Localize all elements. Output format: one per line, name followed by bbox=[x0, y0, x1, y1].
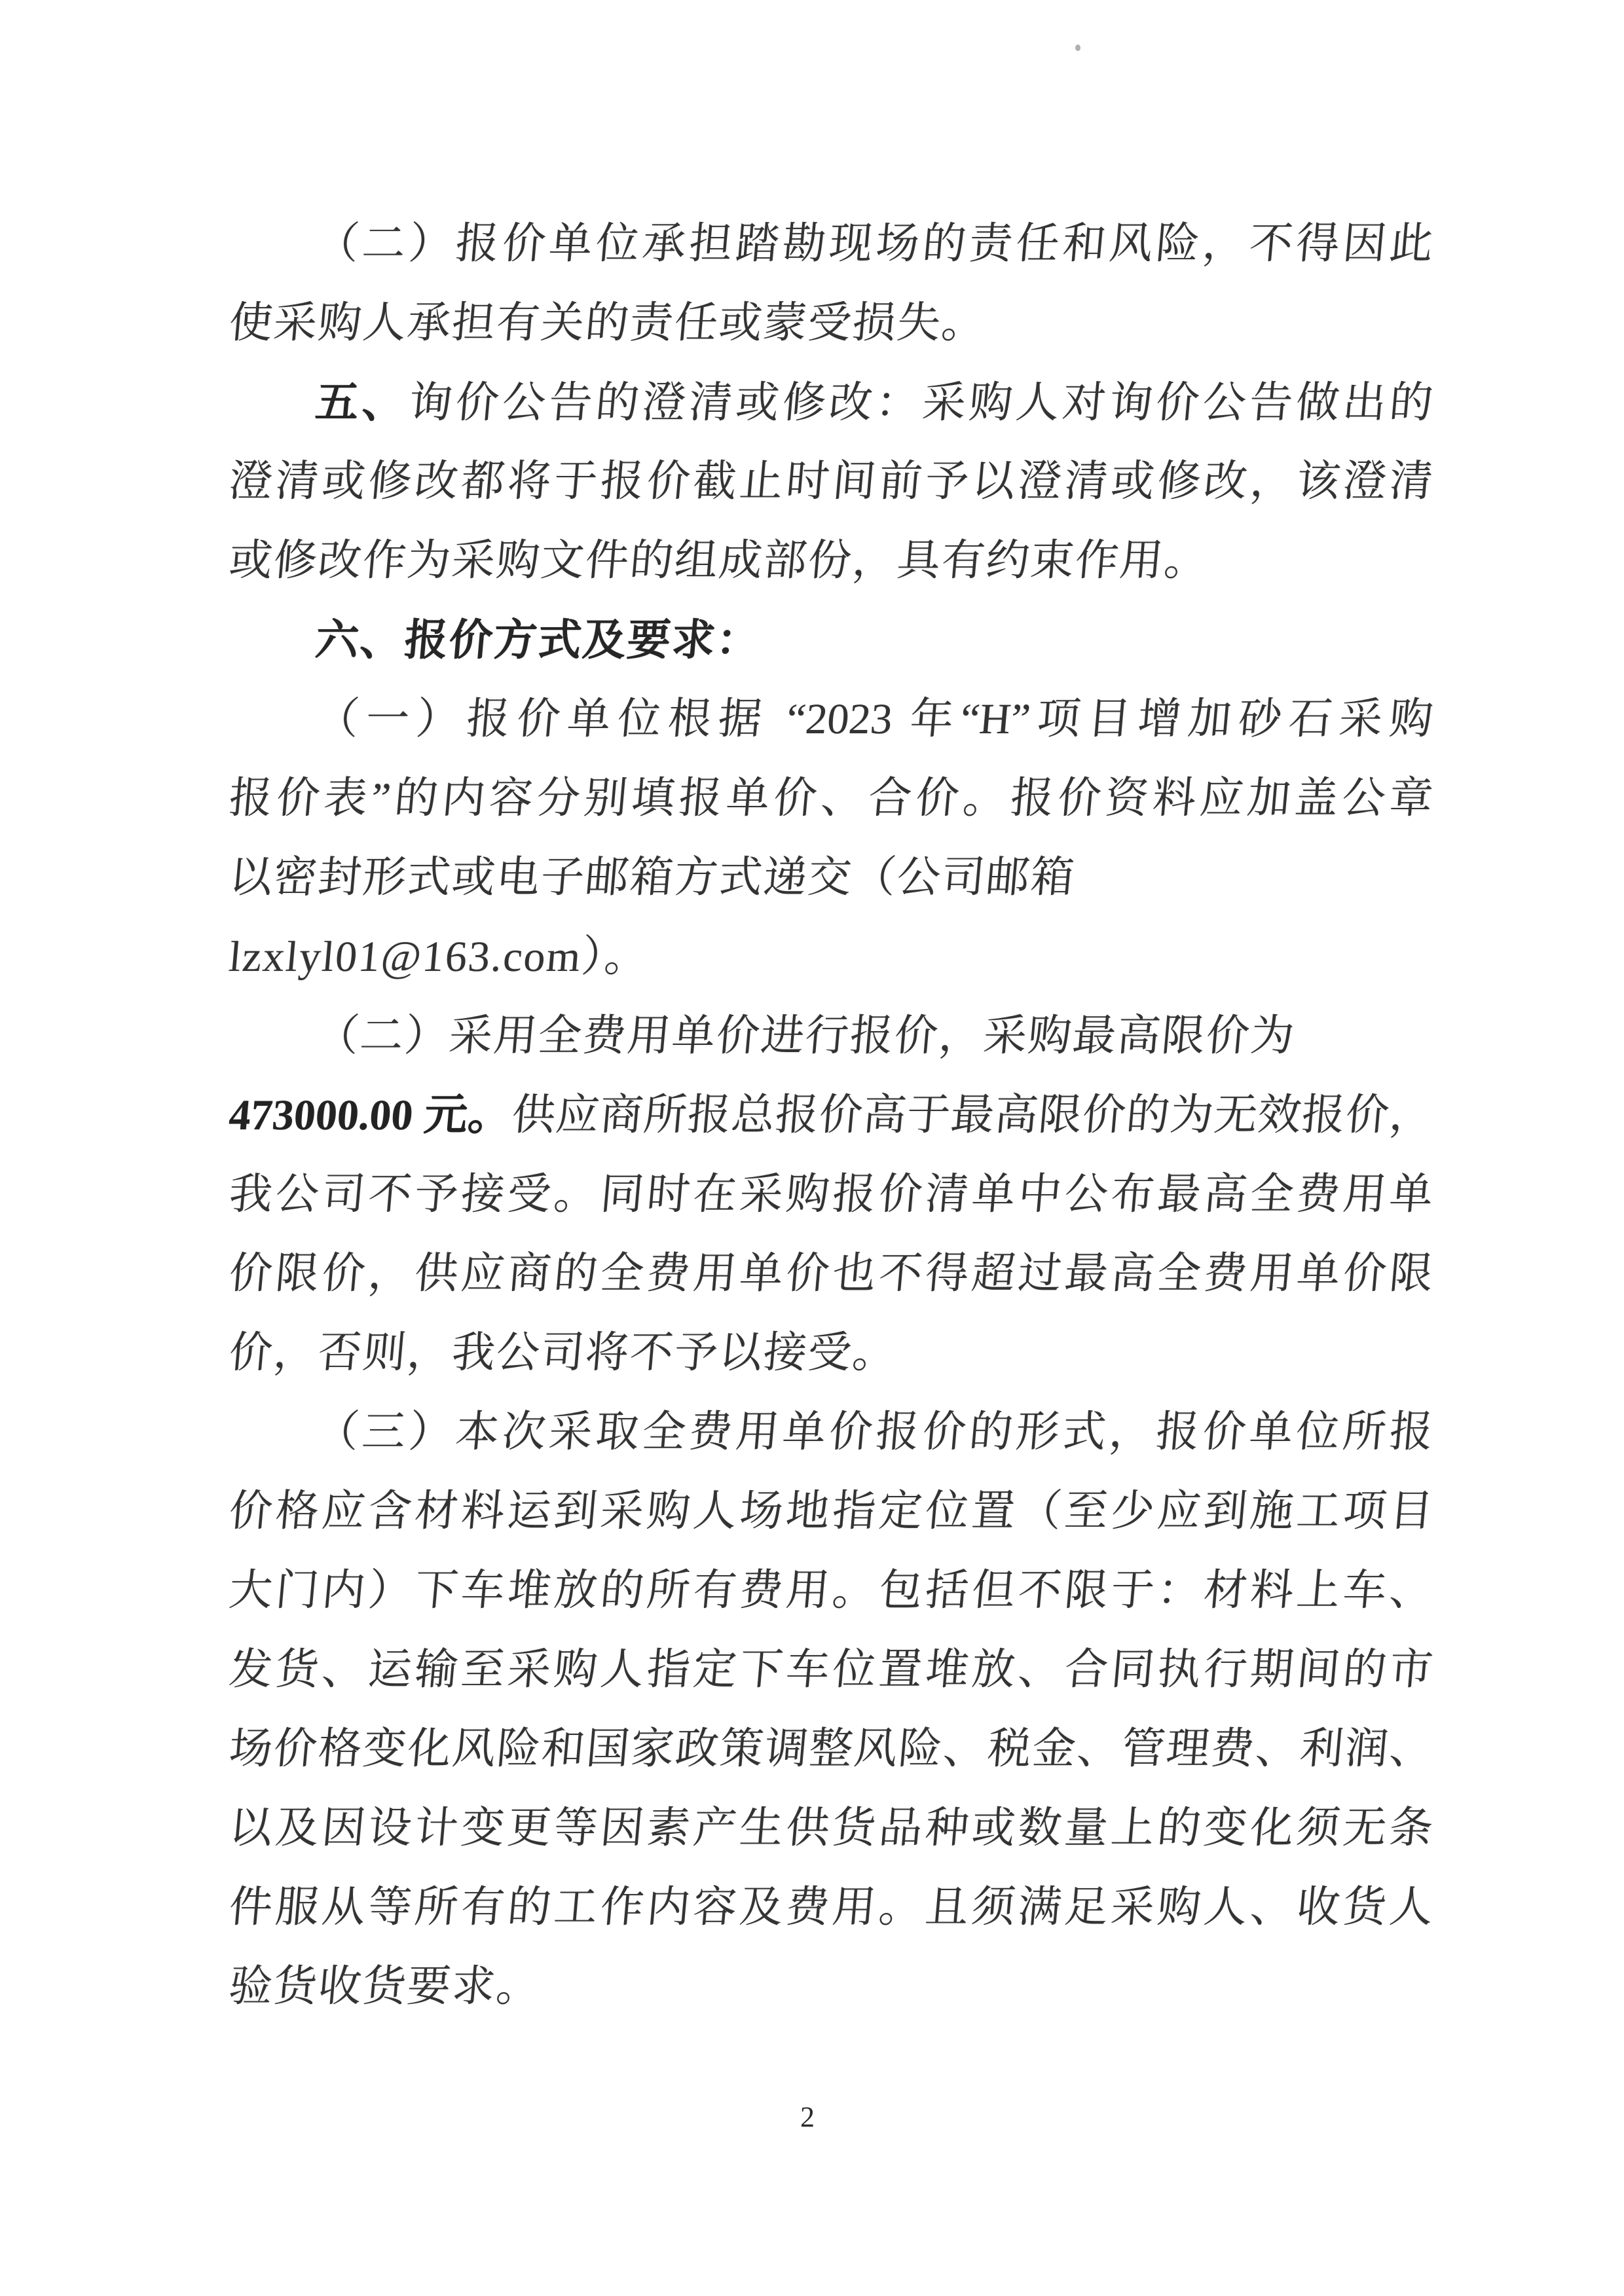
body-text: （二）采用全费用单价进行报价，采购最高限价为 bbox=[313, 1012, 1298, 1060]
emphasis-text: 五、 bbox=[313, 378, 411, 426]
text-line bbox=[226, 442, 1437, 521]
text-line bbox=[226, 1155, 1437, 1234]
text-line bbox=[226, 1472, 1437, 1551]
text-line bbox=[226, 1630, 1437, 1709]
text-line bbox=[226, 1076, 1437, 1155]
body-text: 或修改作为采购文件的组成部份，具有约束作用。 bbox=[227, 537, 1211, 585]
body-text: （二）报价单位承担踏勘现场的责任和风险，不得因此 bbox=[313, 220, 1435, 268]
body-text: 报价表”的内容分别填报单价、合价。报价资料应加盖公章 bbox=[227, 774, 1435, 822]
text-line bbox=[226, 759, 1437, 838]
text-line bbox=[226, 996, 1437, 1076]
text-line bbox=[226, 1789, 1437, 1868]
body-text: 以密封形式或电子邮箱方式递交（公司邮箱 bbox=[227, 854, 1078, 902]
text-line bbox=[226, 838, 1437, 917]
text-line bbox=[226, 363, 1437, 442]
scan-speck bbox=[1075, 45, 1080, 51]
text-line bbox=[226, 680, 1437, 759]
text-line bbox=[226, 1393, 1437, 1472]
body-text: 价限价，供应商的全费用单价也不得超过最高全费用单价限 bbox=[227, 1250, 1435, 1298]
body-text: （三）本次采取全费用单价报价的形式，报价单位所报 bbox=[313, 1408, 1435, 1456]
text-line bbox=[226, 1947, 1437, 2026]
body-text: 价，否则，我公司将不予以接受。 bbox=[227, 1329, 900, 1377]
body-text: 件服从等所有的工作内容及费用。且须满足采购人、收货人 bbox=[227, 1884, 1435, 1931]
text-line bbox=[226, 1868, 1437, 1947]
text-line bbox=[226, 283, 1437, 363]
body-text: （一）报价单位根据 “2023 年“H”项目增加砂石采购 bbox=[313, 695, 1435, 743]
body-text: 供应商所报总报价高于最高限价的为无效报价， bbox=[509, 1091, 1435, 1139]
page-number: 2 bbox=[800, 2101, 815, 2133]
body-text: 以及因设计变更等因素产生供货品种或数量上的变化须无条 bbox=[227, 1804, 1435, 1852]
text-line bbox=[226, 521, 1437, 600]
body-text: 我公司不予接受。同时在采购报价清单中公布最高全费用单 bbox=[227, 1171, 1435, 1218]
text-line bbox=[226, 600, 1437, 680]
text-line bbox=[226, 1709, 1437, 1789]
body-text: 询价公告的澄清或修改：采购人对询价公告做出的 bbox=[407, 379, 1435, 427]
text-line bbox=[226, 1234, 1437, 1313]
body-text: 场价格变化风险和国家政策调整风险、税金、管理费、利润、 bbox=[227, 1725, 1435, 1773]
body-text: 发货、运输至采购人指定下车位置堆放、合同执行期间的市 bbox=[227, 1646, 1435, 1694]
body-text: 价格应含材料运到采购人场地指定位置（至少应到施工项目 bbox=[227, 1487, 1435, 1535]
text-line bbox=[226, 1313, 1437, 1393]
text-line bbox=[226, 1551, 1437, 1630]
text-line bbox=[226, 917, 1437, 996]
body-text: lzxlyl01@163.com）。 bbox=[227, 933, 652, 981]
text-line bbox=[226, 204, 1437, 283]
document-body bbox=[229, 204, 1433, 2026]
emphasis-text: 473000.00 元。 bbox=[227, 1091, 515, 1139]
body-text: 使采购人承担有关的责任或蒙受损失。 bbox=[227, 299, 989, 347]
body-text: 澄清或修改都将于报价截止时间前予以澄清或修改，该澄清 bbox=[227, 458, 1435, 505]
body-text: 大门内）下车堆放的所有费用。包括但不限于：材料上车、 bbox=[227, 1567, 1435, 1614]
emphasis-text: 六、报价方式及要求： bbox=[313, 615, 764, 664]
body-text: 验货收货要求。 bbox=[227, 1963, 544, 2011]
